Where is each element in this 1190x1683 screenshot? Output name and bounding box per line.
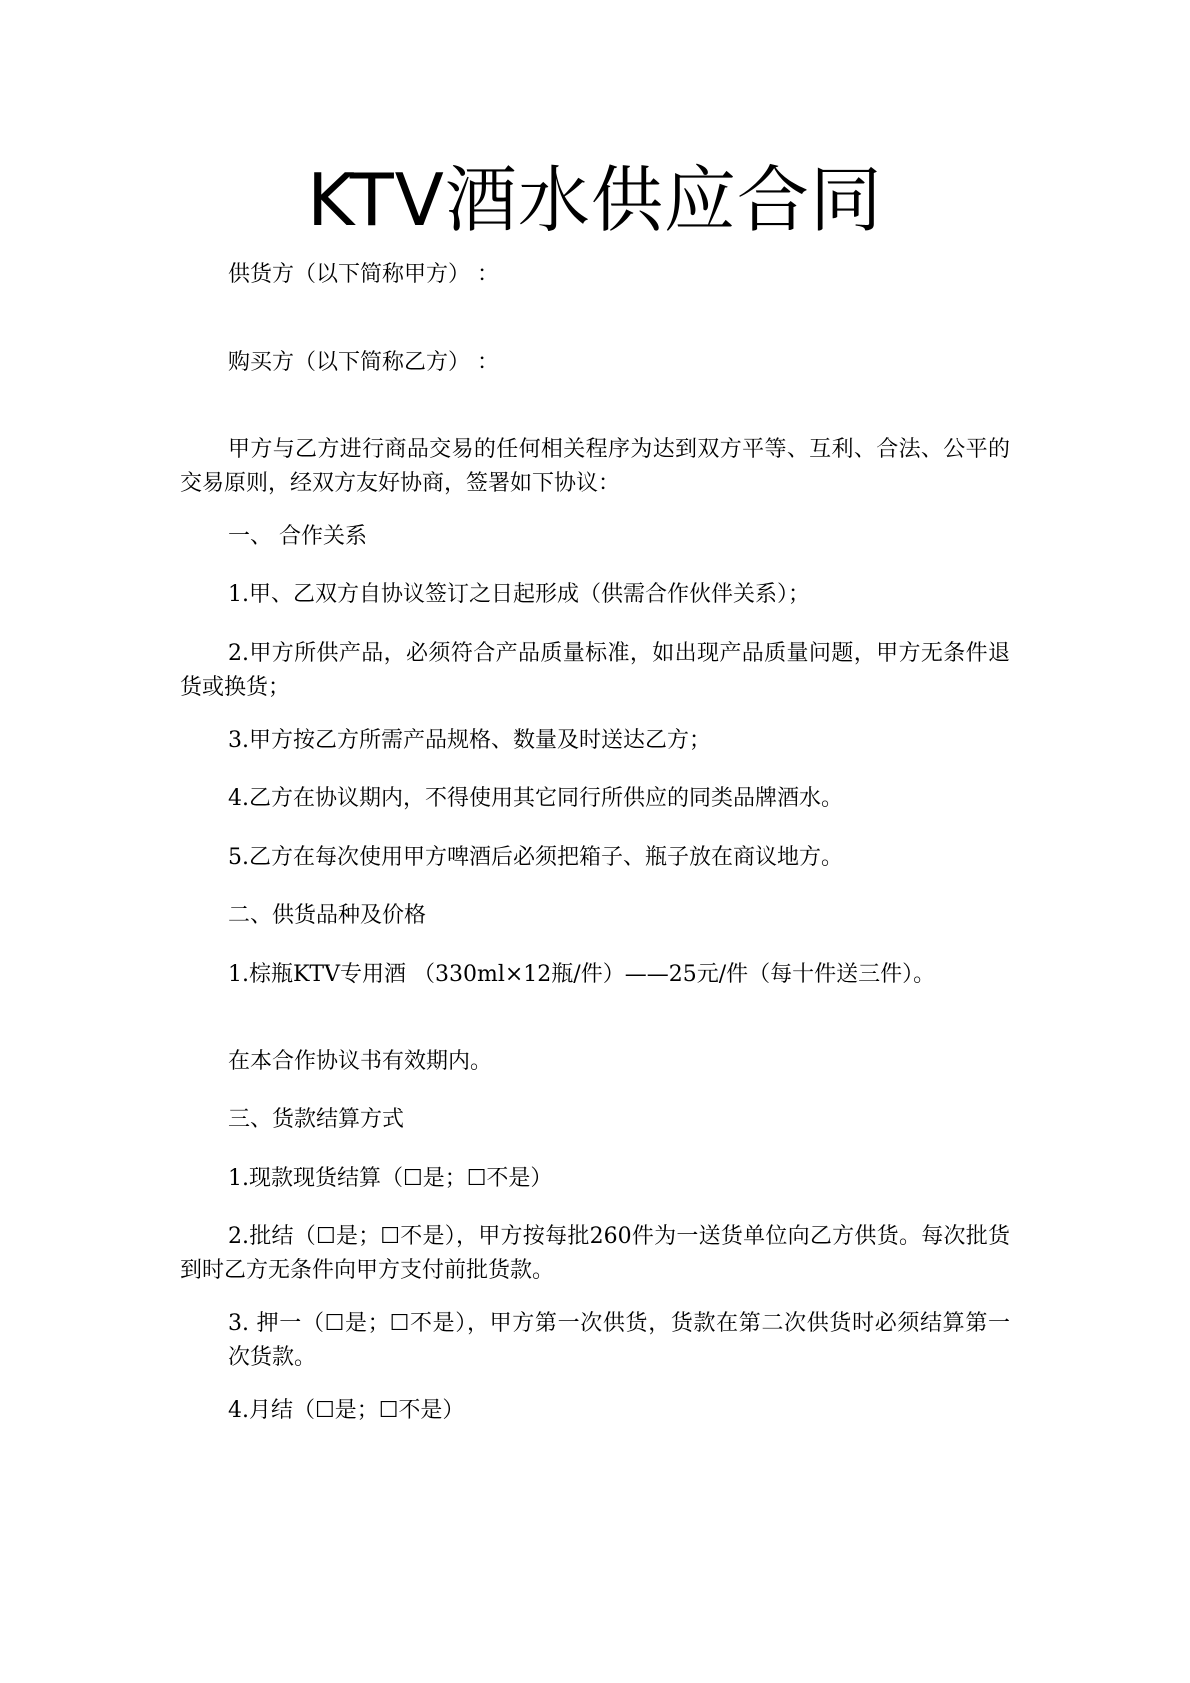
supplier-label: 供货方（以下简称甲方） ： [228,262,499,287]
section-1-heading: 一、 合作关系 [228,524,367,549]
section-3-item-3: 3. 押一（☐是；☐不是），甲方第一次供货，货款在第二次供货时必须结算第一次货款。 [228,1311,1010,1370]
section-1-item-1: 1.甲、乙双方自协议签订之日起形成（供需合作伙伴关系）； [228,582,810,607]
intro-paragraph: 甲方与乙方进行商品交易的任何相关程序为达到双方平等、互利、合法、公平的交易原则，经双方友好协商，签署如下协议： [180,437,1010,496]
section-3-item-4: 4.月结（☐是；☐不是） [228,1398,465,1423]
section-2-validity: 在本合作协议书有效期内。 [228,1049,493,1074]
section-3-item-2: 2.批结（☐是；☐不是），甲方按每批260件为一送货单位向乙方供货。每次批货到时乙方无条件向甲方支付前批货款。 [180,1224,1010,1283]
buyer-label: 购买方（以下简称乙方） ： [228,350,499,375]
section-1-item-2: 2.甲方所供产品，必须符合产品质量标准，如出现产品质量问题，甲方无条件退货或换货； [180,641,1010,700]
section-1-item-5: 5.乙方在每次使用甲方啤酒后必须把箱子、瓶子放在商议地方。 [228,845,843,870]
section-3-item-1: 1.现款现货结算（☐是；☐不是） [228,1166,553,1191]
section-3-heading: 三、货款结算方式 [228,1107,405,1132]
section-2-item-1: 1.棕瓶KTV专用酒 （330ml×12瓶/件）——25元/件（每十件送三件）。 [228,962,936,987]
section-1-item-4: 4.乙方在协议期内，不得使用其它同行所供应的同类品牌酒水。 [228,786,843,811]
section-2-heading: 二、供货品种及价格 [228,903,427,928]
document-title: KTV酒水供应合同 [307,158,883,242]
section-1-item-3: 3.甲方按乙方所需产品规格、数量及时送达乙方； [228,728,711,753]
